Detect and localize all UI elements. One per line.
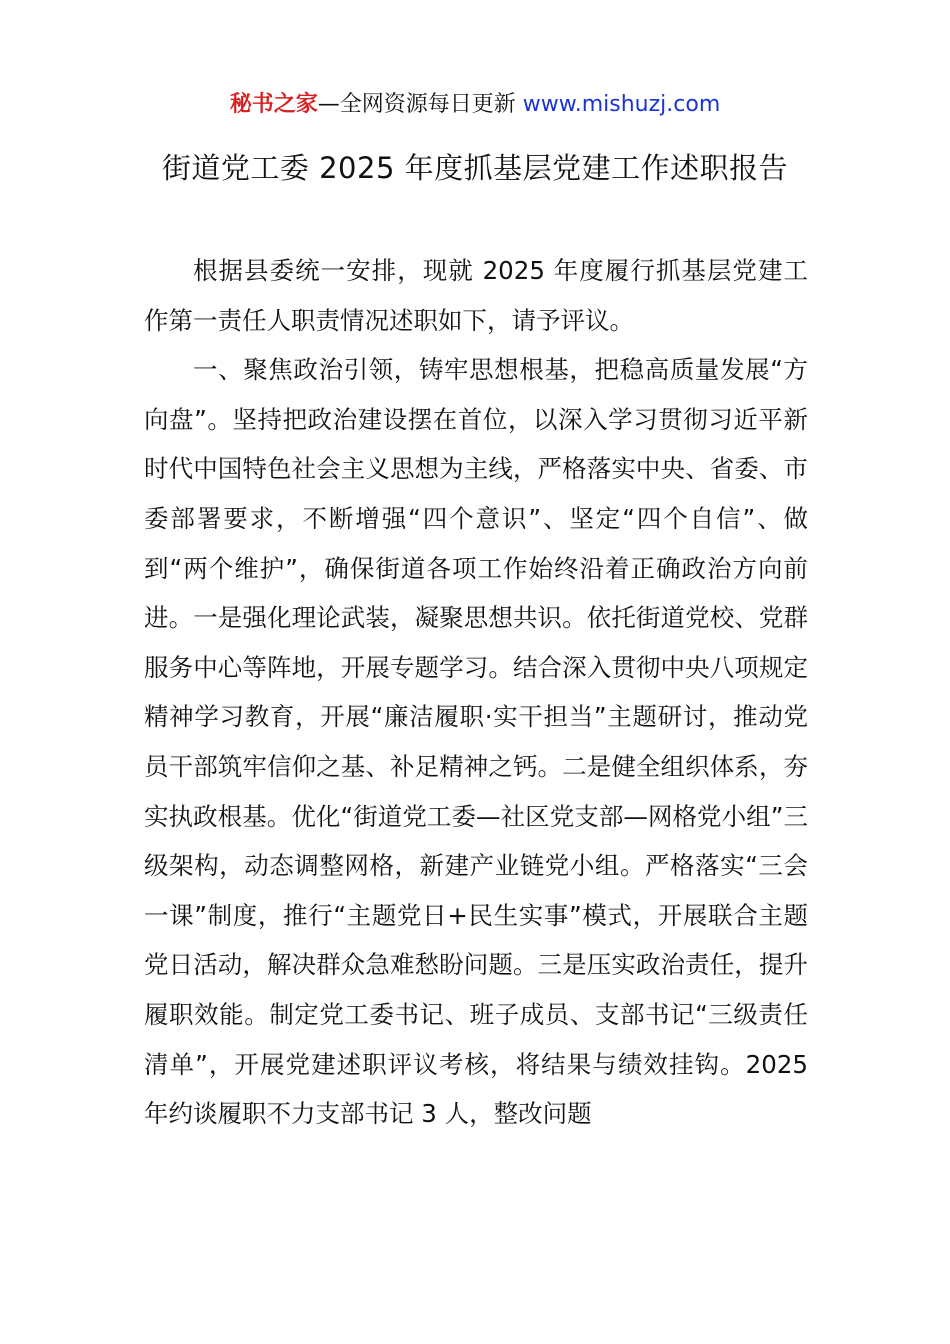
- site-tagline: —全网资源每日更新: [317, 92, 523, 117]
- document-title: 街道党工委 2025 年度抓基层党建工作述职报告: [161, 151, 789, 185]
- section-one-paragraph: 一、聚焦政治引领，铸牢思想根基，把稳高质量发展“方向盘”。坚持把政治建设摆在首位，以深入学习贯彻习近平新时代中国特色社会主义思想为主线，严格落实中央、省委、市委部署要求，不断增强“四个意识”、坚定“四个自信”、做到“两个维护”，确保街道各项工作始终沿着正确政治方向前进。一是强化理论武装，凝聚思想共识。依托街道党校、党群服务中心等阵地，开展专题学习。结合深入贯彻中央八项规定精神学习教育，开展“廉洁履职·实干担当”主题研讨，推动党员干部筑牢信仰之基、补足精神之钙。二是健全组织体系，夯实执政根基。优化“街道党工委—社区党支部—网格党小组”三级架构，动态调整网格，新建产业链党小组。严格落实“三会一课”制度，推行“主题党日+民生实事”模式，开展联合主题党日活动，解决群众急难愁盼问题。三是压实政治责任，提升履职效能。制定党工委书记、班子成员、支部书记“三级责任清单”，开展党建述职评议考核，将结果与绩效挂钩。2025 年约谈履职不力支部书记 3 人，整改问题: [144, 355, 808, 1129]
- site-url-link[interactable]: www.mishuzj.com: [522, 92, 721, 117]
- intro-paragraph: 根据县委统一安排，现就 2025 年度履行抓基层党建工作第一责任人职责情况述职如下，请予评议。: [144, 256, 808, 335]
- site-name: 秘书之家: [229, 92, 318, 117]
- document-body: [144, 246, 808, 1139]
- site-header: [0, 88, 950, 122]
